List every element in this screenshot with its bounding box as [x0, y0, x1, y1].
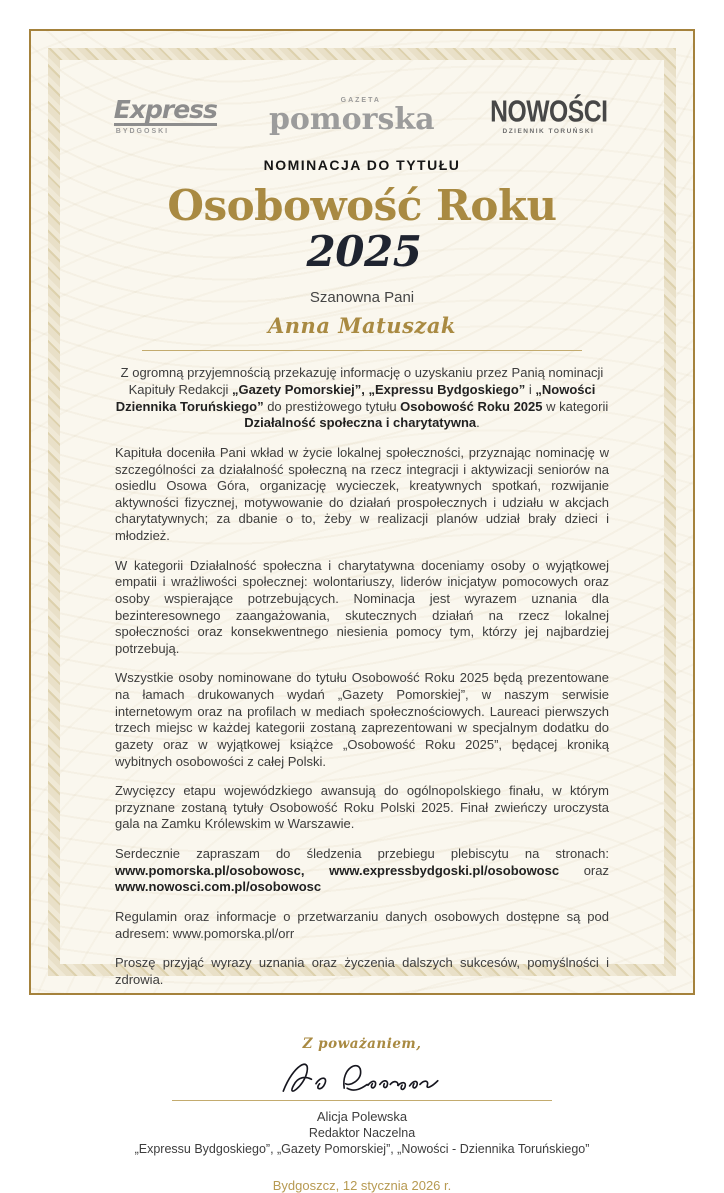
- certificate-gold-frame: [29, 29, 695, 1193]
- place-and-date: Bydgoszcz, 12 stycznia 2026 r.: [272, 1178, 452, 1193]
- paragraph: W kategorii Działalność społeczna i charytatywna doceniamy osoby o wyjątkowej empatii i wrażliwości społecznej: wolontariuszy, liderów inicjatyw pomocowych oraz osoby wspierające potrzebujących. Nominacja jest wyrazem uznania dla bezinteresownego zaangażowania, skutecznych działań na rzecz lokalnej społeczności oraz konsekwentnego niesienia pomocy tym, którzy jej najbardziej potrzebują.: [115, 557, 609, 656]
- signature-block: [115, 1054, 609, 1101]
- nomination-kicker: NOMINACJA DO TYTUŁU: [263, 157, 461, 173]
- nowosci-logo: [487, 92, 611, 136]
- certificate-content: [115, 31, 609, 1193]
- letter-body: [115, 365, 609, 988]
- signatory-organizations: „Expressu Bydgoskiego”, „Gazety Pomorskiej”, „Nowości - Dziennika Toruńskiego”: [134, 1142, 590, 1157]
- signature-image: [242, 1054, 482, 1106]
- pomorska-logo-kicker: GAZETA: [340, 97, 381, 104]
- paragraph: Regulamin oraz informacje o przetwarzaniu danych osobowych dostępne są pod adresem: www.pomorska.pl/orr: [115, 908, 609, 941]
- paragraph: Kapituła doceniła Pani wkład w życie lokalnej społeczności, przyznając nominację w szczególności za działalność społeczną na rzecz integracji i aktywizacji seniorów na osiedlu Osowa Góra, organizację wycieczek, kreatywnych spotkań, rozwijanie aktywności fizycznej, motywowanie do działań prospołecznych i udziału w akcjach charytatywnych; za dbanie o to, żeby w realizacji planów udział brały dzieci i młodzież.: [115, 444, 609, 543]
- gazeta-pomorska-logo: [269, 97, 435, 135]
- closing-phrase: Z poważaniem,: [302, 1036, 422, 1053]
- nowosci-logo-subtitle: DZIENNIK TORUŃSKI: [502, 127, 595, 135]
- pomorska-logo-wordmark: pomorska: [268, 102, 435, 137]
- title-year: 2025: [306, 227, 422, 277]
- recipient-name: Anna Matuszak: [268, 313, 456, 339]
- nowosci-logo-wordmark: NOWOŚCI: [489, 92, 608, 128]
- paragraph: Proszę przyjąć wyrazy uznania oraz życzenia dalszych sukcesów, pomyślności i zdrowia.: [115, 955, 609, 987]
- title-text: Osobowość Roku: [167, 181, 557, 230]
- signature-rule: [172, 1100, 552, 1101]
- express-bydgoski-logo: [114, 97, 217, 135]
- paragraph: Zwycięzcy etapu wojewódzkiego awansują do ogólnopolskiego finału, w którym przyznane zostaną tytuły Osobowość Roku Polski 2025. Finał zwieńczy uroczysta gala na Zamku Królewskim w Warszawie.: [115, 783, 609, 832]
- salutation: Szanowna Pani: [309, 289, 415, 307]
- signatory-name: Alicja Polewska: [316, 1109, 408, 1125]
- express-logo-subtitle: BYDGOSKI: [115, 128, 170, 135]
- signatory-role: Redaktor Naczelna: [308, 1126, 416, 1141]
- paragraph: Z ogromną przyjemnością przekazuję informację o uzyskaniu przez Panią nominacji Kapituły Redakcji „Gazety Pomorskiej”, „Expressu Bydgoskiego” i „Nowości Dziennika Toruńskiego” do prestiżowego tytułu Osobowość Roku 2025 w kategorii Działalność społeczna i charytatywna.: [115, 365, 609, 431]
- express-logo-wordmark: Express: [113, 95, 217, 124]
- paragraph: Serdecznie zapraszam do śledzenia przebiegu plebiscytu na stronach: www.pomorska.pl/osobowosc, www.expressbydgoski.pl/osobowosc oraz www.nowosci.com.pl/osobowosc: [115, 846, 609, 895]
- paragraph: Wszystkie osoby nominowane do tytułu Osobowość Roku 2025 będą prezentowane na łamach drukowanych wydań „Gazety Pomorskiej”, w naszym serwisie internetowym oraz na profilach w mediach społecznościowych. Laureaci pierwszych trzech miejsc w każdej kategorii zostaną zaprezentowani w specjalnym dodatku do gazety oraz w wyjątkowej książce „Osobowość Roku 2025”, będącej kroniką wybitnych osobowości z całej Polski.: [115, 670, 609, 769]
- header-divider-rule: [142, 350, 582, 351]
- publisher-logos: [115, 91, 609, 135]
- page-title: [115, 183, 609, 275]
